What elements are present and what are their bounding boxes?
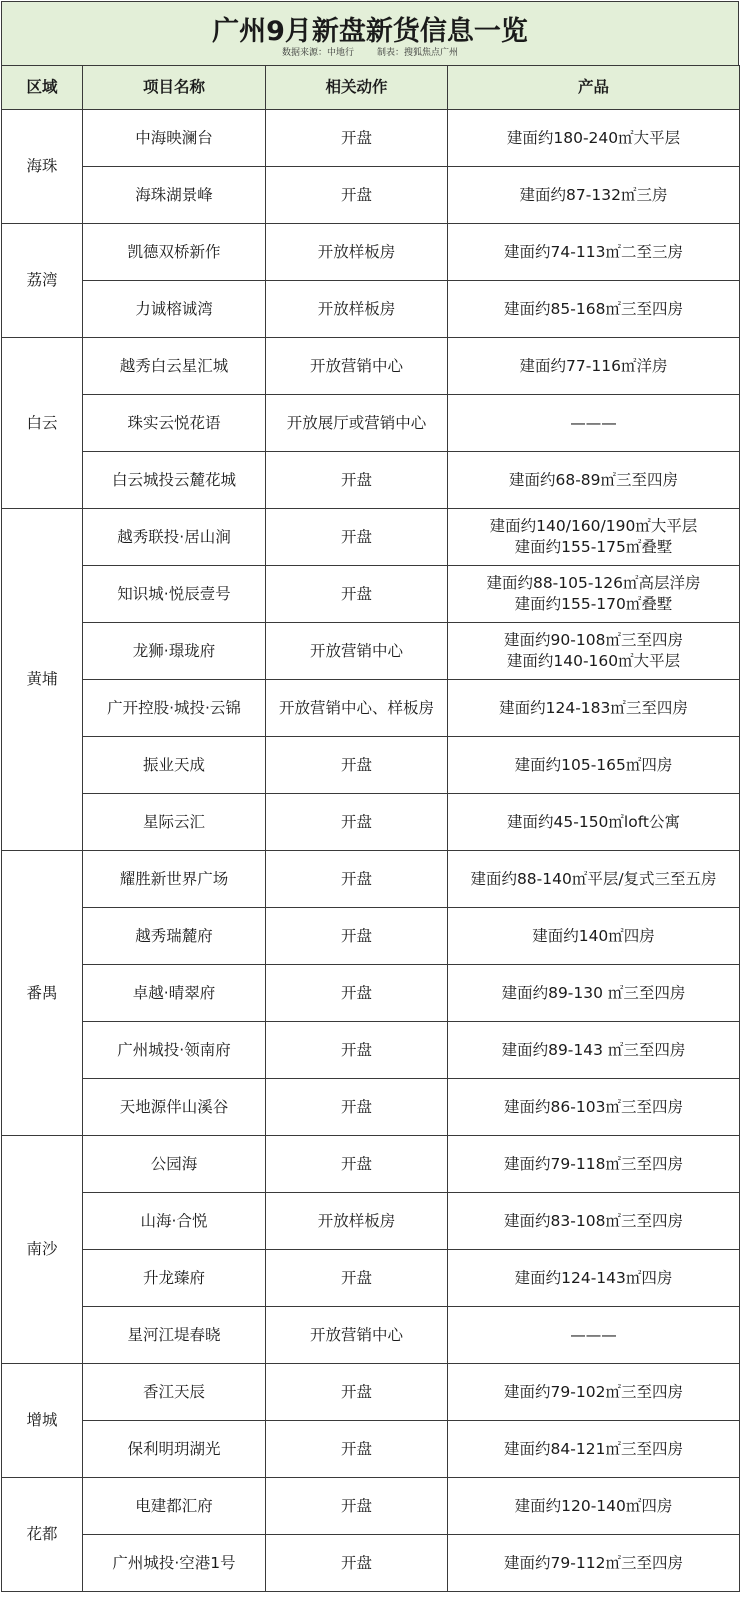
- table-row: [2, 965, 740, 1022]
- product-line: 建面约83-108㎡三至四房: [504, 1211, 683, 1230]
- product-cell: [448, 224, 740, 281]
- product-cell: [448, 1364, 740, 1421]
- action-cell: 开放样板房: [266, 1193, 448, 1250]
- action-cell: 开盘: [266, 851, 448, 908]
- table-row: [2, 338, 740, 395]
- product-line: 建面约124-183㎡三至四房: [499, 698, 688, 717]
- table-row: [2, 224, 740, 281]
- region-cell: 番禺: [2, 851, 83, 1136]
- product-line: 建面约85-168㎡三至四房: [504, 299, 683, 318]
- action-cell: 开盘: [266, 566, 448, 623]
- product-cell: [448, 167, 740, 224]
- table-row: [2, 737, 740, 794]
- product-cell: [448, 794, 740, 851]
- product-line: 建面约84-121㎡三至四房: [504, 1439, 683, 1458]
- product-line: 建面约79-112㎡三至四房: [504, 1553, 683, 1572]
- project-name-cell: 越秀瑞麓府: [83, 908, 266, 965]
- property-table: [1, 65, 740, 1592]
- product-cell: [448, 1307, 740, 1364]
- project-name-cell: 广州城投·空港1号: [83, 1535, 266, 1592]
- action-cell: 开放营销中心: [266, 1307, 448, 1364]
- header-region: 区域: [2, 66, 83, 110]
- product-line: 建面约87-132㎡三房: [519, 185, 668, 204]
- product-cell: [448, 1079, 740, 1136]
- table-maker: 制表：搜狐焦点广州: [376, 48, 458, 58]
- action-cell: 开盘: [266, 965, 448, 1022]
- project-name-cell: 电建都汇府: [83, 1478, 266, 1535]
- product-cell: [448, 965, 740, 1022]
- action-cell: 开放样板房: [266, 281, 448, 338]
- product-line: 建面约89-143 ㎡三至四房: [501, 1040, 686, 1059]
- product-cell: [448, 395, 740, 452]
- project-name-cell: 香江天辰: [83, 1364, 266, 1421]
- action-cell: 开盘: [266, 737, 448, 794]
- table-row: [2, 110, 740, 167]
- product-cell: [448, 452, 740, 509]
- product-cell: [448, 566, 740, 623]
- product-line: 建面约155-170㎡叠墅: [514, 595, 673, 613]
- table-row: [2, 395, 740, 452]
- table-row: [2, 509, 740, 566]
- product-line: 建面约140㎡四房: [532, 926, 655, 945]
- table-row: [2, 1079, 740, 1136]
- action-cell: 开盘: [266, 1250, 448, 1307]
- project-name-cell: 力诚榕诚湾: [83, 281, 266, 338]
- project-name-cell: 保利明玥湖光: [83, 1421, 266, 1478]
- data-source: 数据来源：中地行: [282, 48, 355, 58]
- project-name-cell: 海珠湖景峰: [83, 167, 266, 224]
- region-cell: 花都: [2, 1478, 83, 1592]
- table-row: [2, 1364, 740, 1421]
- table-row: [2, 566, 740, 623]
- table-row: [2, 908, 740, 965]
- table-body: [2, 110, 740, 1592]
- project-name-cell: 中海映澜台: [83, 110, 266, 167]
- region-cell: 海珠: [2, 110, 83, 224]
- action-cell: 开放营销中心: [266, 338, 448, 395]
- project-name-cell: 越秀白云星汇城: [83, 338, 266, 395]
- product-line: 建面约77-116㎡洋房: [519, 356, 668, 375]
- action-cell: 开盘: [266, 1136, 448, 1193]
- table-row: [2, 1478, 740, 1535]
- table-row: [2, 1250, 740, 1307]
- table-row: [2, 1136, 740, 1193]
- product-cell: [448, 851, 740, 908]
- product-cell: [448, 1022, 740, 1079]
- project-name-cell: 山海·合悦: [83, 1193, 266, 1250]
- product-line: 建面约88-140㎡平层/复式三至五房: [470, 869, 717, 888]
- product-cell: [448, 1136, 740, 1193]
- project-name-cell: 龙狮·璟珑府: [83, 623, 266, 680]
- table-row: [2, 623, 740, 680]
- product-line: 建面约155-175㎡叠墅: [514, 538, 673, 556]
- project-name-cell: 凯德双桥新作: [83, 224, 266, 281]
- region-cell: 增城: [2, 1364, 83, 1478]
- action-cell: 开放样板房: [266, 224, 448, 281]
- region-cell: 白云: [2, 338, 83, 509]
- page-title: 广州9月新盘新货信息一览: [212, 16, 528, 47]
- action-cell: 开盘: [266, 908, 448, 965]
- action-cell: 开放营销中心、样板房: [266, 680, 448, 737]
- product-cell: [448, 1478, 740, 1535]
- action-cell: 开盘: [266, 1478, 448, 1535]
- header-row: [2, 66, 740, 110]
- product-line: 建面约74-113㎡二至三房: [504, 242, 683, 261]
- product-line: 建面约88-105-126㎡高层洋房: [486, 574, 701, 592]
- action-cell: 开盘: [266, 509, 448, 566]
- project-name-cell: 越秀联投·居山涧: [83, 509, 266, 566]
- product-cell: [448, 680, 740, 737]
- action-cell: 开盘: [266, 110, 448, 167]
- product-line: 建面约79-118㎡三至四房: [504, 1154, 683, 1173]
- action-cell: 开盘: [266, 1535, 448, 1592]
- product-line: 建面约89-130 ㎡三至四房: [501, 983, 686, 1002]
- action-cell: 开盘: [266, 452, 448, 509]
- project-name-cell: 卓越·晴翠府: [83, 965, 266, 1022]
- action-cell: 开盘: [266, 1022, 448, 1079]
- table-row: [2, 794, 740, 851]
- product-line: 建面约140-160㎡大平层: [506, 652, 681, 670]
- product-line: 建面约124-143㎡四房: [514, 1268, 673, 1287]
- product-line: 建面约79-102㎡三至四房: [504, 1382, 683, 1401]
- product-line: ———: [570, 1325, 617, 1344]
- title-block: [1, 1, 739, 65]
- product-line: ———: [570, 413, 617, 432]
- table-row: [2, 851, 740, 908]
- table-row: [2, 167, 740, 224]
- table-row: [2, 1022, 740, 1079]
- product-line: 建面约86-103㎡三至四房: [504, 1097, 683, 1116]
- table-row: [2, 680, 740, 737]
- product-cell: [448, 623, 740, 680]
- table-row: [2, 1193, 740, 1250]
- action-cell: 开盘: [266, 1079, 448, 1136]
- product-line: 建面约68-89㎡三至四房: [508, 470, 679, 489]
- action-cell: 开盘: [266, 1421, 448, 1478]
- project-name-cell: 白云城投云麓花城: [83, 452, 266, 509]
- table-row: [2, 1535, 740, 1592]
- product-cell: [448, 110, 740, 167]
- region-cell: 南沙: [2, 1136, 83, 1364]
- project-name-cell: 升龙臻府: [83, 1250, 266, 1307]
- action-cell: 开放展厅或营销中心: [266, 395, 448, 452]
- header-project: 项目名称: [83, 66, 266, 110]
- product-cell: [448, 737, 740, 794]
- product-cell: [448, 908, 740, 965]
- product-line: 建面约180-240㎡大平层: [506, 128, 681, 147]
- subtitle: [2, 45, 738, 58]
- action-cell: 开放营销中心: [266, 623, 448, 680]
- action-cell: 开盘: [266, 1364, 448, 1421]
- product-line: 建面约105-165㎡四房: [514, 755, 673, 774]
- project-name-cell: 星河江堤春晓: [83, 1307, 266, 1364]
- region-cell: 荔湾: [2, 224, 83, 338]
- product-cell: [448, 338, 740, 395]
- product-cell: [448, 1535, 740, 1592]
- project-name-cell: 广开控股·城投·云锦: [83, 680, 266, 737]
- product-line: 建面约45-150㎡loft公寓: [507, 812, 680, 831]
- header-action: 相关动作: [266, 66, 448, 110]
- product-line: 建面约120-140㎡四房: [514, 1496, 673, 1515]
- table-row: [2, 281, 740, 338]
- product-cell: [448, 1250, 740, 1307]
- region-cell: 黄埔: [2, 509, 83, 851]
- header-product: 产品: [448, 66, 740, 110]
- table-row: [2, 452, 740, 509]
- product-cell: [448, 281, 740, 338]
- product-line: 建面约90-108㎡三至四房: [504, 631, 683, 649]
- project-name-cell: 星际云汇: [83, 794, 266, 851]
- project-name-cell: 天地源伴山溪谷: [83, 1079, 266, 1136]
- product-cell: [448, 509, 740, 566]
- action-cell: 开盘: [266, 167, 448, 224]
- table-row: [2, 1307, 740, 1364]
- product-cell: [448, 1193, 740, 1250]
- product-cell: [448, 1421, 740, 1478]
- project-name-cell: 珠实云悦花语: [83, 395, 266, 452]
- project-name-cell: 耀胜新世界广场: [83, 851, 266, 908]
- project-name-cell: 知识城·悦辰壹号: [83, 566, 266, 623]
- action-cell: 开盘: [266, 794, 448, 851]
- project-name-cell: 振业天成: [83, 737, 266, 794]
- project-name-cell: 公园海: [83, 1136, 266, 1193]
- product-line: 建面约140/160/190㎡大平层: [489, 517, 698, 535]
- project-name-cell: 广州城投·领南府: [83, 1022, 266, 1079]
- table-row: [2, 1421, 740, 1478]
